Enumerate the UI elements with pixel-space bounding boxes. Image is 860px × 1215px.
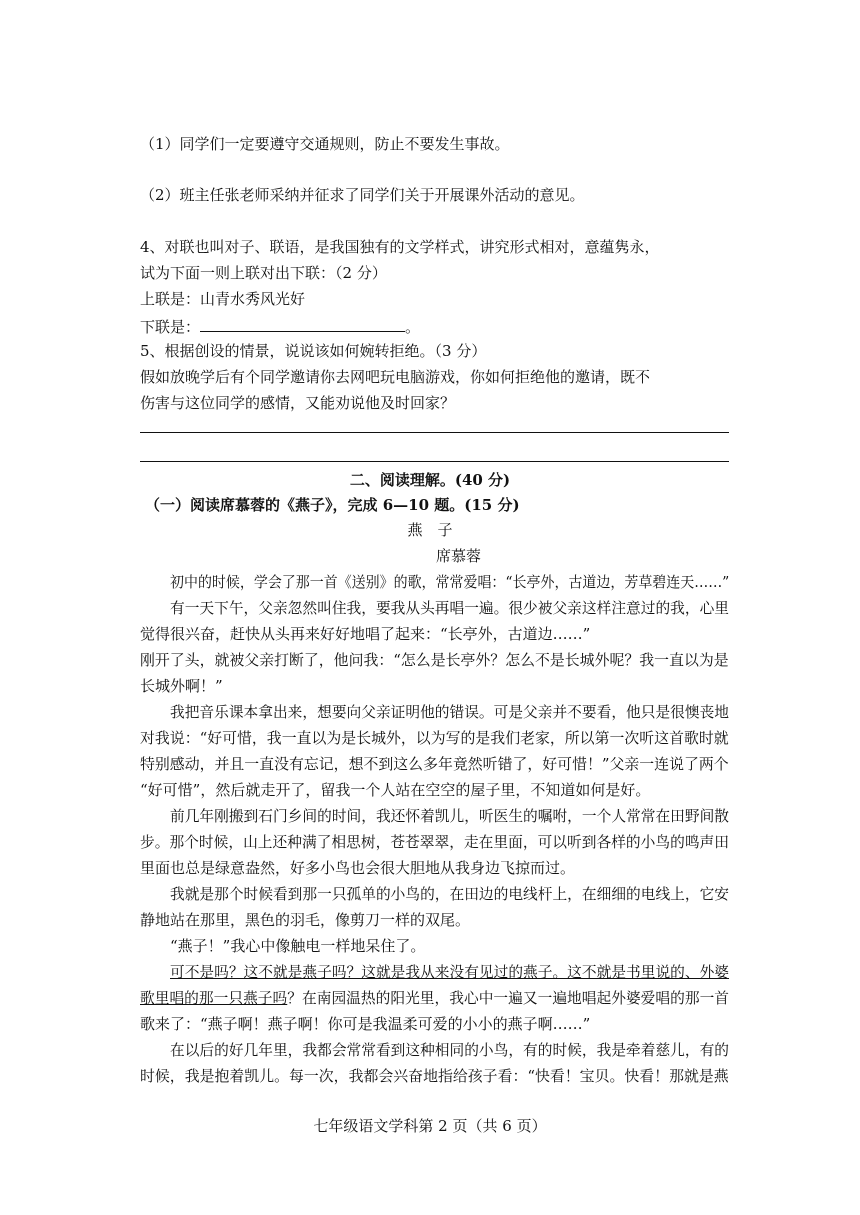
question-5-scenario-line2: 伤害与这位同学的感情，又能劝说他及时回家？ <box>140 394 456 412</box>
passage-line: 静地站在那里，黑色的羽毛，像剪刀一样的双尾。 <box>140 911 471 929</box>
answer-line-1[interactable] <box>140 432 729 433</box>
question-4-lower-couplet <box>140 314 420 338</box>
passage-line: “燕子！”我心中像触电一样地呆住了。 <box>170 937 426 955</box>
passage-line: 歌来了：“燕子啊！燕子啊！你可是我温柔可爱的小小的燕子啊……” <box>140 1015 591 1033</box>
passage-line-continuation: ？在南园温热的阳光里，我心中一遍又一遍地唱起外婆爱唱的那一首 <box>287 989 730 1007</box>
question-4-upper-couplet: 上联是：山青水秀风光好 <box>140 290 306 308</box>
correction-sentence-2: （2）班主任张老师采纳并征求了同学们关于开展课外活动的意见。 <box>140 186 585 204</box>
question-4-prompt-line2: 试为下面一则上联对出下联：（2 分） <box>140 264 387 282</box>
answer-line-2[interactable] <box>140 461 729 462</box>
passage-line: 前几年刚搬到石门乡间的时间，我还怀着凯儿，听医生的嘱咐，一个人常常在田野间散 <box>170 807 730 825</box>
passage-author: 席慕蓉 <box>436 547 482 565</box>
question-5-prompt: 5、根据创设的情景，说说该如何婉转拒绝。（3 分） <box>140 342 487 360</box>
passage-line-underlined: 可不是吗？这不就是燕子吗？这就是我从来没有见过的燕子。这不就是书里说的、外婆 <box>170 963 730 981</box>
passage-line: 时候，我是抱着凯儿。每一次，我都会兴奋地指给孩子看：“快看！宝贝。快看！那就是燕 <box>140 1067 729 1085</box>
passage-line: 觉得很兴奋，赶快从头再来好好地唱了起来：“长亭外，古道边……” <box>140 625 591 643</box>
lower-couplet-label: 下联是： <box>140 318 201 336</box>
passage-line: 长城外啊！” <box>140 677 223 695</box>
question-5-scenario-line1: 假如放晚学后有个同学邀请你去网吧玩电脑游戏，你如何拒绝他的邀请，既不 <box>140 368 651 386</box>
section-heading: 二、阅读理解。(40 分) <box>349 471 511 489</box>
passage-line: 步。那个时候，山上还种满了相思树，苍苍翠翠，走在里面，可以听到各样的小鸟的鸣声田 <box>140 833 730 851</box>
passage-line: 里面也总是绿意盎然，好多小鸟也会很大胆地从我身边飞掠而过。 <box>140 859 576 877</box>
passage-line: 刚开了头，就被父亲打断了，他问我：“怎么是长亭外？怎么不是长城外呢？我一直以为是 <box>140 651 729 669</box>
passage-line: “好可惜”，然后就走开了，留我一个人站在空空的屋子里，不知道如何是好。 <box>140 781 651 799</box>
lower-couplet-answer-blank[interactable] <box>200 314 405 332</box>
passage-line: 特别感动，并且一直没有忘记，想不到这么多年竟然听错了，好可惜！”父亲一连说了两个 <box>140 755 729 773</box>
underlined-phrase: 歌里唱的那一只燕子吗 <box>140 989 288 1007</box>
passage-line: 初中的时候，学会了那一首《送别》的歌，常常爱唱：“长亭外，古道边，芳草碧连天……” <box>170 573 730 591</box>
passage-line: 有一天下午，父亲忽然叫住我，要我从头再唱一遍。很少被父亲这样注意过的我，心里 <box>170 599 730 617</box>
passage-line: 在以后的好几年里，我都会常常看到这种相同的小鸟，有的时候，我是牵着慈儿，有的 <box>170 1041 730 1059</box>
passage-line: 对我说：“好可惜，我一直以为是长城外，以为写的是我们老家，所以第一次听这首歌时就 <box>140 729 729 747</box>
passage-line: 我就是那个时候看到那一只孤单的小鸟的，在田边的电线杆上，在细细的电线上，它安 <box>170 885 730 903</box>
passage-title: 燕 子 <box>407 521 453 539</box>
page-footer: 七年级语文学科第 2 页（共 6 页） <box>313 1117 547 1135</box>
lower-couplet-end: 。 <box>405 318 421 336</box>
passage-line <box>140 987 729 1009</box>
question-4-prompt-line1: 4、对联也叫对子、联语，是我国独有的文学样式，讲究形式相对，意蕴隽永， <box>140 238 660 256</box>
reading-subheading: （一）阅读席慕蓉的《燕子》，完成 6—10 题。(15 分) <box>145 496 520 514</box>
correction-sentence-1: （1）同学们一定要遵守交通规则，防止不要发生事故。 <box>140 135 510 153</box>
passage-line: 我把音乐课本拿出来，想要向父亲证明他的错误。可是父亲并不要看，他只是很懊丧地 <box>170 703 730 721</box>
